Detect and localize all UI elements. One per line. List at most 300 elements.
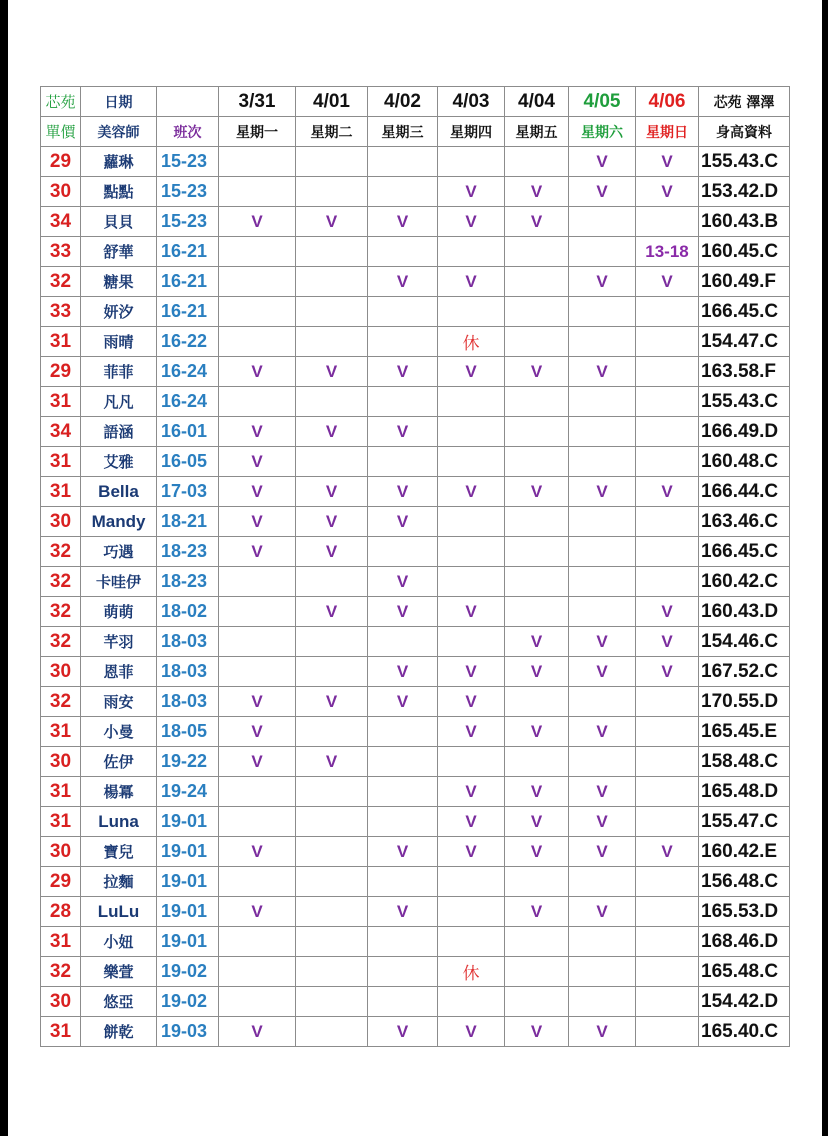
height-info-cell: 160.48.C	[699, 447, 790, 477]
day-cell-sun	[636, 867, 699, 897]
day-cell-tue	[296, 147, 368, 177]
date-header-tue: 4/01	[296, 87, 368, 117]
price-cell: 30	[41, 657, 81, 687]
day-cell-sun	[636, 507, 699, 537]
day-cell-thu: V	[438, 597, 505, 627]
day-cell-fri: V	[505, 777, 569, 807]
weekday-sun: 星期日	[636, 117, 699, 147]
day-cell-fri: V	[505, 837, 569, 867]
shift-cell: 15-23	[157, 207, 219, 237]
day-cell-sun	[636, 327, 699, 357]
beautician-name: 萌萌	[81, 597, 157, 627]
height-info-cell: 160.42.C	[699, 567, 790, 597]
day-cell-sat: V	[569, 717, 636, 747]
price-cell: 28	[41, 897, 81, 927]
day-cell-sat	[569, 507, 636, 537]
height-info-cell: 165.53.D	[699, 897, 790, 927]
day-cell-sun	[636, 777, 699, 807]
beautician-name: 菲菲	[81, 357, 157, 387]
day-cell-sat: V	[569, 807, 636, 837]
day-cell-thu: V	[438, 1017, 505, 1047]
beautician-name: 餅乾	[81, 1017, 157, 1047]
day-cell-mon: V	[219, 507, 296, 537]
brand-label: 芯苑	[41, 87, 81, 117]
height-info-cell: 167.52.C	[699, 657, 790, 687]
day-cell-tue	[296, 927, 368, 957]
day-cell-sat	[569, 447, 636, 477]
price-cell: 34	[41, 417, 81, 447]
day-cell-mon	[219, 237, 296, 267]
day-cell-thu	[438, 297, 505, 327]
day-cell-wed	[368, 327, 438, 357]
day-cell-fri	[505, 987, 569, 1017]
beautician-name: Luna	[81, 807, 157, 837]
day-cell-mon	[219, 177, 296, 207]
day-cell-thu	[438, 927, 505, 957]
beautician-name: 貝貝	[81, 207, 157, 237]
day-cell-tue	[296, 987, 368, 1017]
price-label: 單價	[41, 117, 81, 147]
day-cell-fri: V	[505, 177, 569, 207]
day-cell-mon	[219, 987, 296, 1017]
day-cell-fri: V	[505, 477, 569, 507]
height-info-cell: 163.46.C	[699, 507, 790, 537]
height-info-cell: 153.42.D	[699, 177, 790, 207]
shift-cell: 15-23	[157, 147, 219, 177]
price-cell: 31	[41, 327, 81, 357]
day-cell-mon	[219, 147, 296, 177]
day-cell-thu: V	[438, 837, 505, 867]
price-cell: 32	[41, 267, 81, 297]
height-info-cell: 170.55.D	[699, 687, 790, 717]
height-info-cell: 168.46.D	[699, 927, 790, 957]
table-row	[41, 837, 790, 867]
empty-header-cell	[157, 87, 219, 117]
beautician-label: 美容師	[81, 117, 157, 147]
day-cell-mon	[219, 627, 296, 657]
price-cell: 29	[41, 867, 81, 897]
table-row	[41, 237, 790, 267]
day-cell-mon	[219, 267, 296, 297]
table-row	[41, 777, 790, 807]
day-cell-sun	[636, 687, 699, 717]
shift-cell: 18-23	[157, 567, 219, 597]
date-header-sat: 4/05	[569, 87, 636, 117]
day-cell-tue: V	[296, 747, 368, 777]
height-info-cell: 158.48.C	[699, 747, 790, 777]
shift-cell: 16-22	[157, 327, 219, 357]
price-cell: 31	[41, 1017, 81, 1047]
table-row	[41, 417, 790, 447]
day-cell-thu	[438, 867, 505, 897]
day-cell-sat	[569, 597, 636, 627]
shift-cell: 19-01	[157, 867, 219, 897]
day-cell-tue	[296, 297, 368, 327]
shift-cell: 16-21	[157, 267, 219, 297]
day-cell-sat	[569, 417, 636, 447]
price-cell: 30	[41, 177, 81, 207]
day-cell-thu	[438, 627, 505, 657]
height-info-cell: 160.43.D	[699, 597, 790, 627]
day-cell-mon	[219, 657, 296, 687]
day-cell-mon: V	[219, 357, 296, 387]
price-cell: 32	[41, 537, 81, 567]
table-row	[41, 657, 790, 687]
beautician-name: 凡凡	[81, 387, 157, 417]
price-cell: 30	[41, 507, 81, 537]
shift-cell: 18-05	[157, 717, 219, 747]
day-cell-mon	[219, 327, 296, 357]
day-cell-mon: V	[219, 897, 296, 927]
price-cell: 34	[41, 207, 81, 237]
day-cell-wed	[368, 777, 438, 807]
day-cell-wed: V	[368, 897, 438, 927]
day-cell-fri: V	[505, 807, 569, 837]
height-info-cell: 166.45.C	[699, 297, 790, 327]
day-cell-fri	[505, 747, 569, 777]
day-cell-sun	[636, 297, 699, 327]
day-cell-thu	[438, 567, 505, 597]
beautician-name: 小曼	[81, 717, 157, 747]
day-cell-sat: V	[569, 1017, 636, 1047]
table-row	[41, 447, 790, 477]
day-cell-fri	[505, 237, 569, 267]
shift-cell: 19-01	[157, 897, 219, 927]
day-cell-mon	[219, 567, 296, 597]
day-cell-wed	[368, 807, 438, 837]
beautician-name: 恩菲	[81, 657, 157, 687]
day-cell-fri	[505, 867, 569, 897]
day-cell-fri	[505, 597, 569, 627]
height-info-cell: 154.42.D	[699, 987, 790, 1017]
beautician-name: 舒華	[81, 237, 157, 267]
table-row	[41, 687, 790, 717]
price-cell: 30	[41, 837, 81, 867]
day-cell-thu	[438, 387, 505, 417]
day-cell-wed	[368, 237, 438, 267]
price-cell: 32	[41, 567, 81, 597]
day-cell-fri: V	[505, 627, 569, 657]
shift-cell: 19-01	[157, 807, 219, 837]
beautician-name: 楊冪	[81, 777, 157, 807]
day-cell-wed: V	[368, 657, 438, 687]
weekday-sat: 星期六	[569, 117, 636, 147]
day-cell-fri: V	[505, 207, 569, 237]
day-cell-sat	[569, 567, 636, 597]
day-cell-thu: V	[438, 777, 505, 807]
price-cell: 29	[41, 147, 81, 177]
price-cell: 29	[41, 357, 81, 387]
shift-cell: 19-02	[157, 987, 219, 1017]
shift-cell: 18-03	[157, 657, 219, 687]
day-cell-sun	[636, 987, 699, 1017]
height-info-cell: 160.45.C	[699, 237, 790, 267]
table-row	[41, 387, 790, 417]
day-cell-tue	[296, 267, 368, 297]
price-cell: 30	[41, 987, 81, 1017]
day-cell-mon	[219, 957, 296, 987]
table-row	[41, 297, 790, 327]
day-cell-thu: 休	[438, 957, 505, 987]
price-cell: 31	[41, 447, 81, 477]
table-row	[41, 537, 790, 567]
height-info-cell: 156.48.C	[699, 867, 790, 897]
day-cell-thu: V	[438, 807, 505, 837]
height-info-cell: 160.43.B	[699, 207, 790, 237]
day-cell-wed	[368, 987, 438, 1017]
day-cell-sun: V	[636, 837, 699, 867]
shift-cell: 16-21	[157, 297, 219, 327]
day-cell-sat: V	[569, 777, 636, 807]
price-cell: 31	[41, 807, 81, 837]
price-cell: 30	[41, 747, 81, 777]
shift-cell: 16-21	[157, 237, 219, 267]
shift-cell: 18-23	[157, 537, 219, 567]
day-cell-mon: V	[219, 417, 296, 447]
day-cell-wed: V	[368, 417, 438, 447]
day-cell-tue	[296, 627, 368, 657]
height-info-cell: 155.43.C	[699, 387, 790, 417]
day-cell-sat	[569, 987, 636, 1017]
day-cell-sun	[636, 567, 699, 597]
beautician-name: 語涵	[81, 417, 157, 447]
day-cell-fri: V	[505, 357, 569, 387]
day-cell-wed	[368, 717, 438, 747]
day-cell-sun: 13-18	[636, 237, 699, 267]
height-info-cell: 166.49.D	[699, 417, 790, 447]
right-title: 芯苑 澤澤	[699, 87, 790, 117]
day-cell-fri	[505, 387, 569, 417]
day-cell-mon: V	[219, 747, 296, 777]
day-cell-tue	[296, 567, 368, 597]
price-cell: 31	[41, 777, 81, 807]
day-cell-tue	[296, 897, 368, 927]
day-cell-tue	[296, 387, 368, 417]
day-cell-tue	[296, 867, 368, 897]
shift-cell: 18-03	[157, 627, 219, 657]
day-cell-thu	[438, 417, 505, 447]
day-cell-wed: V	[368, 687, 438, 717]
day-cell-sat: V	[569, 357, 636, 387]
day-cell-sun	[636, 207, 699, 237]
table-row	[41, 357, 790, 387]
day-cell-wed	[368, 927, 438, 957]
day-cell-tue: V	[296, 417, 368, 447]
day-cell-fri	[505, 687, 569, 717]
table-row	[41, 1017, 790, 1047]
price-cell: 33	[41, 237, 81, 267]
day-cell-tue: V	[296, 507, 368, 537]
day-cell-mon	[219, 387, 296, 417]
beautician-name: 艾雅	[81, 447, 157, 477]
day-cell-tue: V	[296, 207, 368, 237]
day-cell-sun: V	[636, 597, 699, 627]
date-header-fri: 4/04	[505, 87, 569, 117]
day-cell-sat	[569, 387, 636, 417]
day-cell-wed: V	[368, 357, 438, 387]
date-header-mon: 3/31	[219, 87, 296, 117]
beautician-name: 雨晴	[81, 327, 157, 357]
day-cell-thu	[438, 987, 505, 1017]
price-cell: 31	[41, 927, 81, 957]
day-cell-tue	[296, 657, 368, 687]
day-cell-fri: V	[505, 657, 569, 687]
day-cell-sun	[636, 387, 699, 417]
price-cell: 32	[41, 957, 81, 987]
beautician-name: Bella	[81, 477, 157, 507]
day-cell-tue	[296, 327, 368, 357]
day-cell-mon: V	[219, 837, 296, 867]
day-cell-mon: V	[219, 447, 296, 477]
height-info-cell: 160.49.F	[699, 267, 790, 297]
height-info-cell: 166.45.C	[699, 537, 790, 567]
price-cell: 33	[41, 297, 81, 327]
day-cell-sun: V	[636, 477, 699, 507]
day-cell-sun	[636, 807, 699, 837]
weekday-fri: 星期五	[505, 117, 569, 147]
table-row	[41, 747, 790, 777]
day-cell-thu: V	[438, 207, 505, 237]
day-cell-tue: V	[296, 357, 368, 387]
table-row	[41, 897, 790, 927]
table-row	[41, 207, 790, 237]
shift-cell: 19-22	[157, 747, 219, 777]
price-cell: 32	[41, 627, 81, 657]
shift-cell: 19-01	[157, 927, 219, 957]
table-row	[41, 717, 790, 747]
day-cell-mon: V	[219, 537, 296, 567]
day-cell-thu: V	[438, 267, 505, 297]
day-cell-tue	[296, 717, 368, 747]
day-cell-sat: V	[569, 837, 636, 867]
day-cell-tue	[296, 177, 368, 207]
beautician-name: 樂萱	[81, 957, 157, 987]
beautician-name: 點點	[81, 177, 157, 207]
table-row	[41, 507, 790, 537]
day-cell-mon: V	[219, 1017, 296, 1047]
day-cell-mon	[219, 807, 296, 837]
day-cell-sun	[636, 417, 699, 447]
shift-cell: 18-02	[157, 597, 219, 627]
day-cell-thu	[438, 447, 505, 477]
day-cell-sat	[569, 687, 636, 717]
table-row	[41, 927, 790, 957]
beautician-name: 妍汐	[81, 297, 157, 327]
day-cell-fri	[505, 447, 569, 477]
day-cell-sun: V	[636, 177, 699, 207]
table-row	[41, 957, 790, 987]
day-cell-wed	[368, 177, 438, 207]
day-cell-sun	[636, 927, 699, 957]
shift-cell: 15-23	[157, 177, 219, 207]
table-row	[41, 567, 790, 597]
day-cell-wed: V	[368, 567, 438, 597]
day-cell-mon	[219, 297, 296, 327]
day-cell-fri	[505, 327, 569, 357]
day-cell-thu: V	[438, 687, 505, 717]
day-cell-sat: V	[569, 147, 636, 177]
day-cell-thu: V	[438, 357, 505, 387]
weekday-wed: 星期三	[368, 117, 438, 147]
day-cell-tue	[296, 837, 368, 867]
schedule-table	[40, 86, 790, 1047]
beautician-name: 巧遇	[81, 537, 157, 567]
day-cell-tue	[296, 957, 368, 987]
day-cell-sun: V	[636, 267, 699, 297]
shift-cell: 16-01	[157, 417, 219, 447]
day-cell-wed	[368, 147, 438, 177]
height-info-cell: 154.46.C	[699, 627, 790, 657]
day-cell-wed	[368, 867, 438, 897]
day-cell-sat: V	[569, 177, 636, 207]
day-cell-fri	[505, 297, 569, 327]
table-row	[41, 627, 790, 657]
day-cell-thu	[438, 507, 505, 537]
day-cell-sat	[569, 207, 636, 237]
day-cell-fri: V	[505, 717, 569, 747]
height-info-cell: 154.47.C	[699, 327, 790, 357]
day-cell-wed	[368, 627, 438, 657]
day-cell-wed: V	[368, 597, 438, 627]
date-header-sun: 4/06	[636, 87, 699, 117]
day-cell-thu: V	[438, 477, 505, 507]
table-row	[41, 987, 790, 1017]
beautician-name: 佐伊	[81, 747, 157, 777]
schedule-page	[8, 0, 822, 1136]
day-cell-sun	[636, 537, 699, 567]
table-row	[41, 477, 790, 507]
day-cell-thu	[438, 747, 505, 777]
day-cell-tue: V	[296, 687, 368, 717]
day-cell-sat	[569, 297, 636, 327]
day-cell-sun	[636, 447, 699, 477]
beautician-name: 蘿琳	[81, 147, 157, 177]
day-cell-mon: V	[219, 687, 296, 717]
day-cell-mon: V	[219, 717, 296, 747]
height-info-cell: 160.42.E	[699, 837, 790, 867]
day-cell-sun	[636, 357, 699, 387]
price-cell: 31	[41, 387, 81, 417]
date-header-thu: 4/03	[438, 87, 505, 117]
shift-cell: 16-24	[157, 357, 219, 387]
day-cell-mon: V	[219, 207, 296, 237]
day-cell-fri	[505, 507, 569, 537]
day-cell-mon: V	[219, 477, 296, 507]
height-info-cell: 155.47.C	[699, 807, 790, 837]
day-cell-fri	[505, 417, 569, 447]
price-cell: 31	[41, 717, 81, 747]
day-cell-sat	[569, 957, 636, 987]
date-header-wed: 4/02	[368, 87, 438, 117]
day-cell-sat: V	[569, 477, 636, 507]
day-cell-sun	[636, 717, 699, 747]
day-cell-sat: V	[569, 657, 636, 687]
weekday-tue: 星期二	[296, 117, 368, 147]
shift-cell: 19-02	[157, 957, 219, 987]
day-cell-fri	[505, 267, 569, 297]
price-cell: 31	[41, 477, 81, 507]
beautician-name: 卡哇伊	[81, 567, 157, 597]
day-cell-thu	[438, 147, 505, 177]
day-cell-wed	[368, 747, 438, 777]
day-cell-tue: V	[296, 477, 368, 507]
table-row	[41, 177, 790, 207]
day-cell-tue	[296, 807, 368, 837]
day-cell-wed: V	[368, 837, 438, 867]
header-row-weekdays	[41, 117, 790, 147]
day-cell-sat	[569, 867, 636, 897]
table-row	[41, 867, 790, 897]
